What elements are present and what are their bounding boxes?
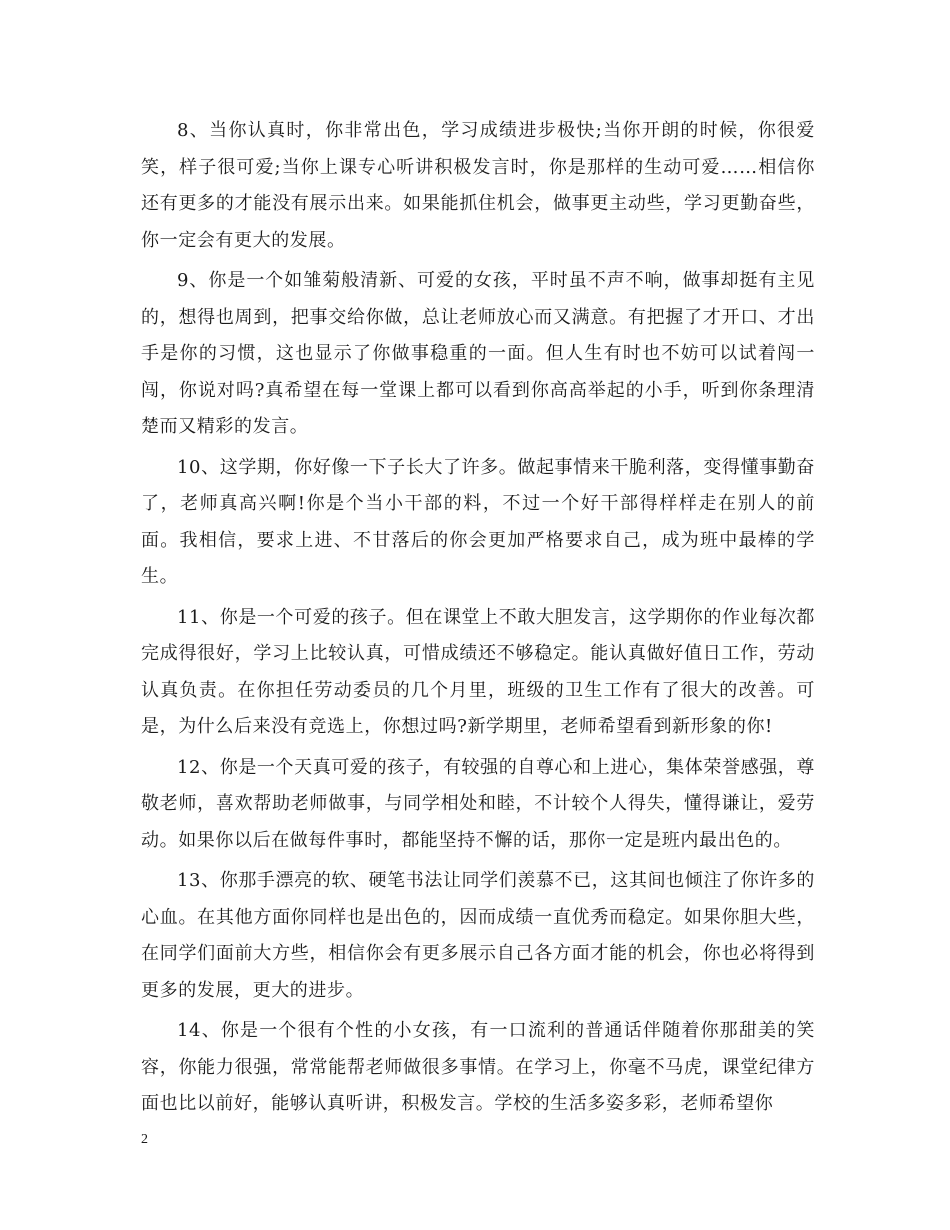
document-body [141,113,815,1127]
paragraph-9: 9、你是一个如雏菊般清新、可爱的女孩，平时虽不声不响，做事却挺有主见的，想得也周到，把事交给你做，总让老师放心而又满意。有把握了才开口、才出手是你的习惯，这也显示了你做事稳重的一面。但人生有时也不妨可以试着闯一闯，你说对吗?真希望在每一堂课上都可以看到你高高举起的小手，听到你条理清楚而又精彩的发言。 [141,270,815,437]
paragraph-12: 12、你是一个天真可爱的孩子，有较强的自尊心和上进心，集体荣誉感强，尊敬老师，喜欢帮助老师做事，与同学相处和睦，不计较个人得失，懂得谦让，爱劳动。如果你以后在做每件事时，都能坚持不懈的话，那你一定是班内最出色的。 [141,756,815,851]
paragraph-11: 11、你是一个可爱的孩子。但在课堂上不敢大胆发言，这学期你的作业每次都完成得很好，学习上比较认真，可惜成绩还不够稳定。能认真做好值日工作，劳动认真负责。在你担任劳动委员的几个月里，班级的卫生工作有了很大的改善。可是，为什么后来没有竞选上，你想过吗?新学期里，老师希望看到新形象的你! [141,606,815,737]
page-number: 2 [141,1132,148,1147]
paragraph-14: 14、你是一个很有个性的小女孩，有一口流利的普通话伴随着你那甜美的笑容，你能力很强，常常能帮老师做很多事情。在学习上，你毫不马虎，课堂纪律方面也比以前好，能够认真听讲，积极发言。学校的生活多姿多彩，老师希望你 [141,1020,815,1114]
paragraph-8: 8、当你认真时，你非常出色，学习成绩进步极快;当你开朗的时候，你很爱笑，样子很可爱;当你上课专心听讲积极发言时，你是那样的生动可爱……相信你还有更多的才能没有展示出来。如果能抓住机会，做事更主动些，学习更勤奋些，你一定会有更大的发展。 [141,120,815,251]
paragraph-10: 10、这学期，你好像一下子长大了许多。做起事情来干脆利落，变得懂事勤奋了，老师真高兴啊!你是个当小干部的料，不过一个好干部得样样走在别人的前面。我相信，要求上进、不甘落后的你会更加严格要求自己，成为班中最棒的学生。 [141,456,815,587]
paragraph-13: 13、你那手漂亮的软、硬笔书法让同学们羡慕不已，这其间也倾注了你许多的心血。在其他方面你同样也是出色的，因而成绩一直优秀而稳定。如果你胆大些，在同学们面前大方些，相信你会有更多展示自己各方面才能的机会，你也必将得到更多的发展，更大的进步。 [141,870,815,1001]
